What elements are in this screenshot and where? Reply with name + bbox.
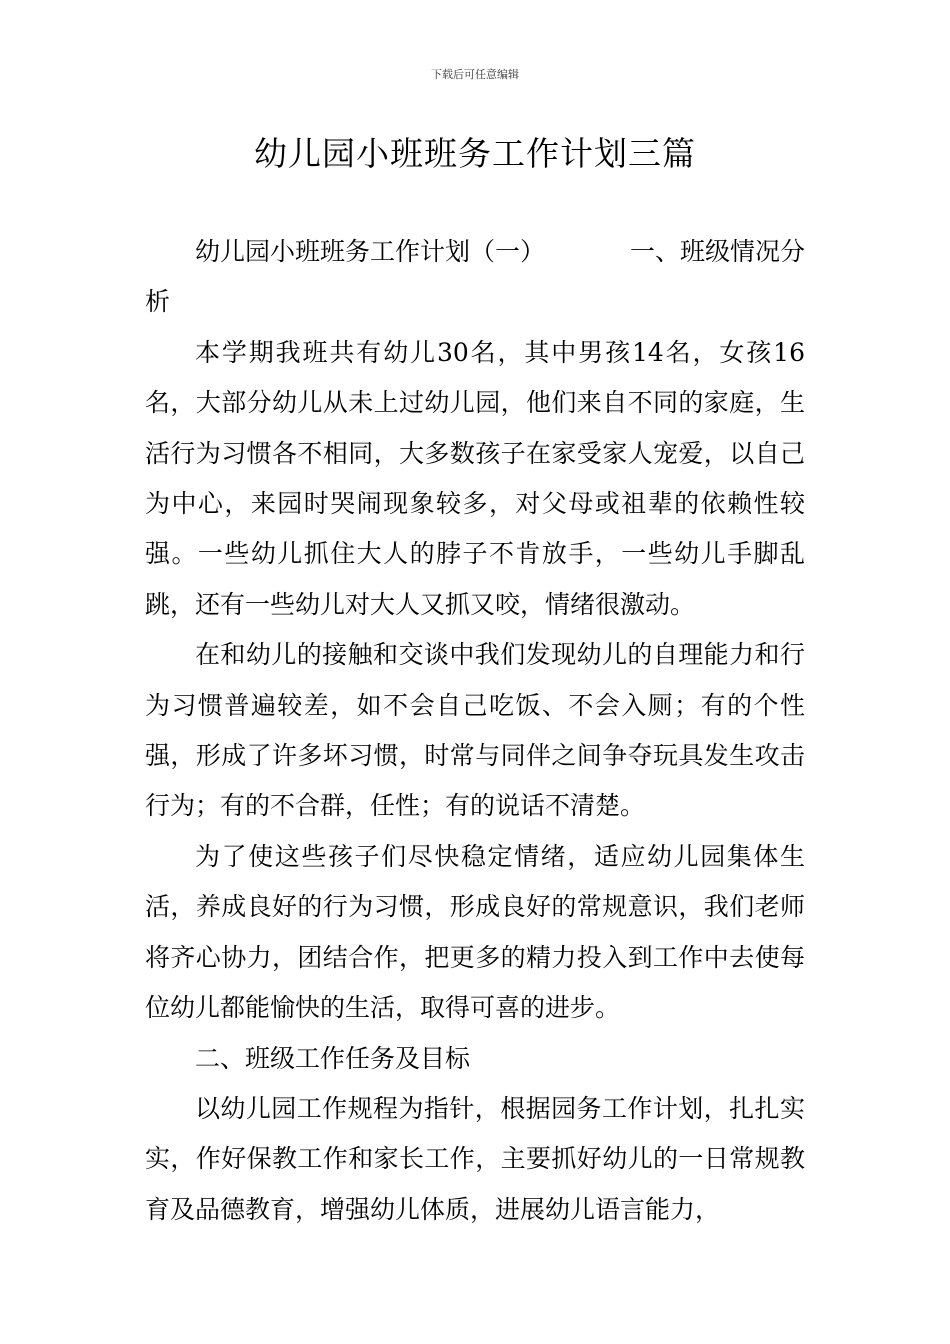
section-heading-2: 二、班级工作任务及目标 [195,1043,471,1073]
paragraph-goals-intro: 为了使这些孩子们尽快稳定情绪，适应幼儿园集体生活，养成良好的行为习惯，形成良好的常规意识，我们老师将齐心协力，团结合作，把更多的精力投入到工作中去使每位幼儿都能愉快的生活，取得可喜的进步。 [145,841,805,1023]
paragraph-class-overview: 本学期我班共有幼儿30名，其中男孩14名，女孩16名，大部分幼儿从未上过幼儿园，他们来自不同的家庭，生活行为习惯各不相同，大多数孩子在家受家人宠爱，以自己为中心，来园时哭闹现象较多，对父母或祖辈的依赖性较强。一些幼儿抓住大人的脖子不肯放手，一些幼儿手脚乱跳，还有一些幼儿对大人又抓又咬，情绪很激动。 [145,337,805,619]
paragraph-self-care: 在和幼儿的接触和交谈中我们发现幼儿的自理能力和行为习惯普遍较差，如不会自己吃饭、不会入厕；有的个性强，形成了许多坏习惯，时常与同伴之间争夺玩具发生攻击行为；有的不合群，任性；有的说话不清楚。 [145,640,805,821]
header-note: 下载后可任意编辑 [431,68,519,81]
section-heading-1-cont: 析 [145,287,171,317]
section-heading-1: 一、班级情况分 [629,237,805,266]
document-body [145,227,805,1235]
plan-heading-line [145,227,805,277]
document-title: 幼儿园小班班务工作计划三篇 [254,134,696,173]
paragraph-tasks: 以幼儿园工作规程为指针，根据园务工作计划，扎扎实实，作好保教工作和家长工作，主要抓好幼儿的一日常规教育及品德教育，增强幼儿体质，进展幼儿语言能力， [145,1093,805,1224]
plan-subtitle: 幼儿园小班班务工作计划（一） [195,237,546,266]
